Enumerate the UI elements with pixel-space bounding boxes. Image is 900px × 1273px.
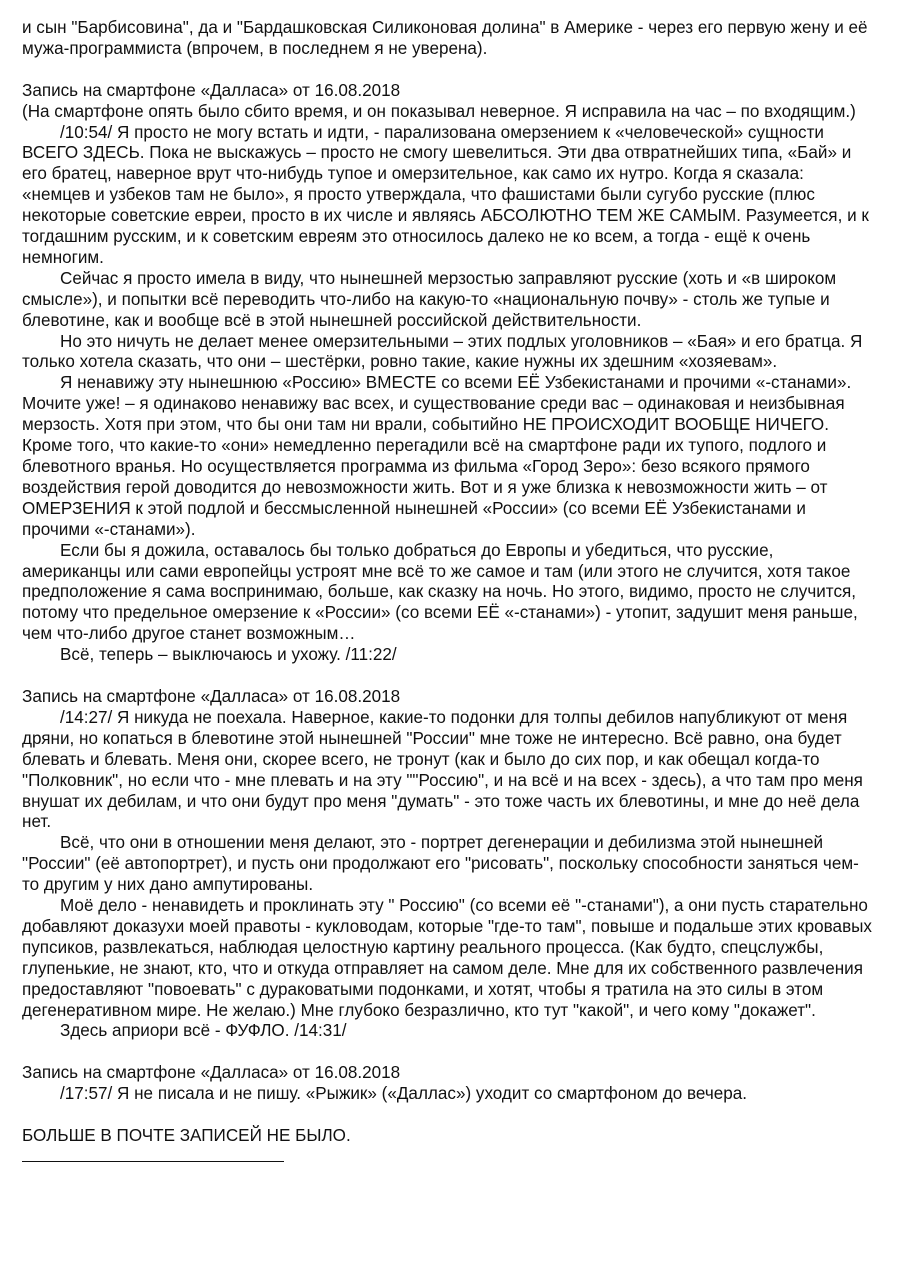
paragraph-spacer [22, 666, 872, 687]
text-paragraph: Я ненавижу эту нынешнюю «Россию» ВМЕСТЕ со всеми ЕЁ Узбекистанами и прочими «-станами». Мочите уже! – я одинаково ненавижу вас всех, и существование среди вас – одинаковая и неизбывная мерзость. Хотя при этом, что бы они там ни врали, событийно НЕ ПРОИСХОДИТ ВООБЩЕ НИЧЕГО. Кроме того, что какие-то «они» немедленно перегадили всё на смартфоне ради их тупого, подлого и блевотного вранья. Но осуществляется программа из фильма «Город Зеро»: безо всякого прямого воздействия герой доводится до невозможности жить. Вот и я уже близка к невозможности жить – от ОМЕРЗЕНИЯ к этой подлой и бессмысленной нынешней «России» (со всеми ЕЁ Узбекистанами и прочими «-станами»). [22, 373, 852, 539]
text-paragraph: Но это ничуть не делает менее омерзительными – этих подлых уголовников – «Бая» и его братца. Я только хотела сказать, что они – шестёрки, ровно такие, какие нужны их здешним «хозяевам». [22, 331, 863, 372]
text-paragraph: БОЛЬШЕ В ПОЧТЕ ЗАПИСЕЙ НЕ БЫЛО. [22, 1125, 351, 1145]
text-paragraph: Запись на смартфоне «Далласа» от 16.08.2018 [22, 80, 401, 100]
paragraph-spacer [22, 60, 872, 81]
text-paragraph: Здесь априори всё - ФУФЛО. /14:31/ [60, 1021, 347, 1041]
text-paragraph: /14:27/ Я никуда не поехала. Наверное, какие-то подонки для толпы дебилов напубликуют от меня дряни, но копаться в блевотине этой нынешней "России" мне тоже не интересно. Всё равно, она будет блевать и блевать. Меня они, скорее всего, не тронут (как и было до сих пор, и как обещал когда-то "Полковник", но если что - мне плевать и на эту ""Россию", и на всё и на всех - здесь), а что там про меня внушат их дебилам, и что они будут про меня "думать" - это тоже часть их блевотины, и мне до неё дела нет. [22, 707, 863, 832]
text-paragraph: (На смартфоне опять было сбито время, и он показывал неверное. Я исправила на час – по входящим.) [22, 101, 856, 121]
text-paragraph: Сейчас я просто имела в виду, что нынешней мерзостью заправляют русские (хоть и «в широком смысле»), и попытки всё переводить что-либо на какую-то «национальную почву» - столь же тупые и блевотине, как и вообще всё в этой нынешней российской действительности. [22, 268, 837, 330]
text-paragraph: /10:54/ Я просто не могу встать и идти, - парализована омерзением к «человеческой» сущности ВСЕГО ЗДЕСЬ. Пока не выскажусь – просто не смогу шевелиться. Эти два отвратнейших типа, «Бай» и его братец, наверное врут что-нибудь тупое и омерзительное, как само их нутро. Когда я сказала: «немцев и узбеков там не было», я просто утверждала, что фашистами были сугубо русские (плюс некоторые советские евреи, просто в их числе и являясь АБСОЛЮТНО ТЕМ ЖЕ САМЫМ. Разумеется, и к тогдашним русским, и к советским евреям это относилось далеко не ко всем, а тогда - ещё к очень немногим. [22, 122, 869, 267]
paragraph-spacer [22, 1042, 872, 1063]
text-paragraph: Запись на смартфоне «Далласа» от 16.08.2018 [22, 686, 401, 706]
document-body [22, 18, 872, 1147]
text-paragraph: Всё, теперь – выключаюсь и ухожу. /11:22/ [60, 645, 397, 665]
footnote-separator-line [22, 1161, 284, 1162]
paragraph-spacer [22, 1105, 872, 1126]
text-paragraph: Моё дело - ненавидеть и проклинать эту " Россию" (со всеми её "-станами"), а они пусть старательно добавляют доказухи моей правоты - кукловодам, которые "где-то там", повыше и подальше этих кровавых пупсиков, развлекаться, наблюдая целостную картину реального процесса. (Как будто, спецслужбы, глупенькие, не знают, кто, что и откуда отправляет на самом деле. Мне для их собственного развлечения предоставляют "повоевать" с дураковатыми подонками, и хотят, чтобы я тратила на это силы в этом дегенеративном мире. Не желаю.) Мне глубоко безразлично, кто тут "какой", и чего кому "докажет". [22, 896, 872, 1020]
text-paragraph: Запись на смартфоне «Далласа» от 16.08.2018 [22, 1063, 401, 1083]
text-paragraph: Если бы я дожила, оставалось бы только добраться до Европы и убедиться, что русские, американцы или сами европейцы устроят мне всё то же самое и там (или этого не случится, хотя такое предположение я сама воспринимаю, больше, как сказку на ночь. Но этого, видимо, просто не случится, потому что предельное омерзение к «России» (со всеми ЕЁ «-станами») - утопит, задушит меня раньше, чем что-либо другое станет возможным… [22, 540, 858, 644]
text-paragraph: /17:57/ Я не писала и не пишу. «Рыжик» («Даллас») уходит со смартфоном до вечера. [60, 1084, 748, 1104]
text-paragraph: и сын "Барбисовина", да и "Бардашковская Силиконовая долина" в Америке - через его первую жену и её мужа-программиста (впрочем, в последнем я не уверена). [22, 18, 868, 58]
text-paragraph: Всё, что они в отношении меня делают, это - портрет дегенерации и дебилизма этой нынешней "России" (её автопортрет), и пусть они продолжают его "рисовать", поскольку способности заняться чем-то другим у них дано ампутированы. [22, 833, 859, 895]
